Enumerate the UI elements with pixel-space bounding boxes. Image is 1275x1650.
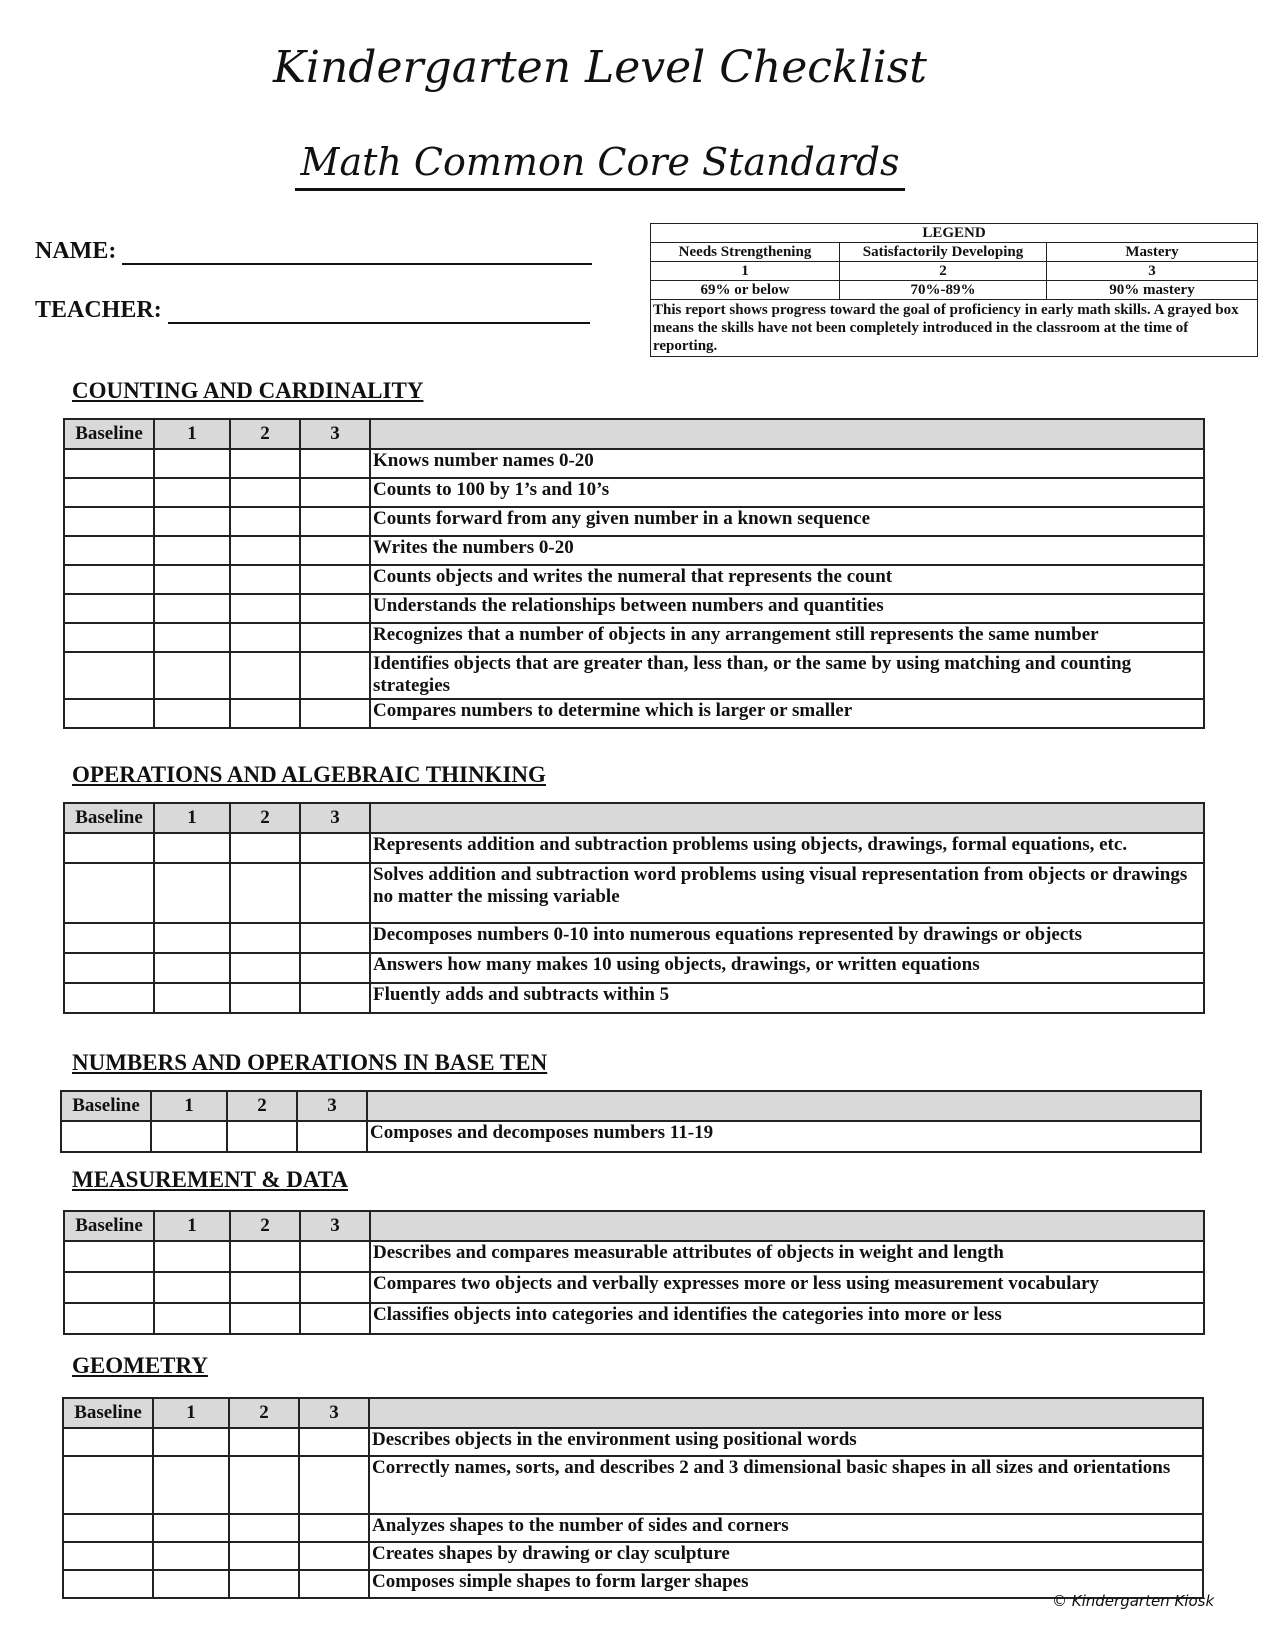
legend-level-range: 69% or below (651, 281, 840, 300)
skill-description: Correctly names, sorts, and describes 2 and 3 dimensional basic shapes in all sizes and orientations (369, 1456, 1203, 1514)
score-cell[interactable] (154, 1272, 230, 1303)
score-cell[interactable] (299, 1456, 369, 1514)
score-cell[interactable] (151, 1121, 227, 1152)
table-row (64, 478, 1204, 507)
checklist-table (63, 802, 1205, 1014)
column-header: 2 (227, 1091, 297, 1121)
score-cell[interactable] (154, 1303, 230, 1334)
skill-description: Fluently adds and subtracts within 5 (370, 983, 1204, 1013)
skill-description: Counts objects and writes the numeral that represents the count (370, 565, 1204, 594)
score-cell[interactable] (230, 1303, 300, 1334)
legend-level-score: 3 (1047, 262, 1258, 281)
score-cell[interactable] (154, 536, 230, 565)
column-header-skill (370, 419, 1204, 449)
score-cell[interactable] (154, 953, 230, 983)
score-cell[interactable] (300, 478, 370, 507)
score-cell[interactable] (64, 652, 154, 699)
score-cell[interactable] (227, 1121, 297, 1152)
score-cell[interactable] (64, 623, 154, 652)
column-header: Baseline (64, 803, 154, 833)
score-cell[interactable] (64, 507, 154, 536)
table-row (64, 449, 1204, 478)
table-header-row (64, 1211, 1204, 1241)
score-cell[interactable] (153, 1542, 229, 1570)
checklist-table (62, 1397, 1204, 1599)
column-header: 2 (230, 1211, 300, 1241)
skill-description: Represents addition and subtraction problems using objects, drawings, formal equations, etc. (370, 833, 1204, 863)
score-cell[interactable] (154, 594, 230, 623)
legend-level-range: 90% mastery (1047, 281, 1258, 300)
score-cell[interactable] (230, 536, 300, 565)
table-row (64, 953, 1204, 983)
table-row (64, 536, 1204, 565)
score-cell[interactable] (154, 507, 230, 536)
score-cell[interactable] (300, 652, 370, 699)
table-row (64, 863, 1204, 923)
score-cell[interactable] (64, 923, 154, 953)
score-cell[interactable] (230, 652, 300, 699)
skill-description: Analyzes shapes to the number of sides and corners (369, 1514, 1203, 1542)
table-header-row (61, 1091, 1201, 1121)
name-field[interactable] (35, 238, 592, 265)
score-cell[interactable] (64, 449, 154, 478)
subtitle-text: Math Common Core Standards (295, 140, 906, 191)
table-row (64, 652, 1204, 699)
legend-level-label: Mastery (1047, 243, 1258, 262)
score-cell[interactable] (230, 1241, 300, 1272)
skill-description: Compares two objects and verbally expresses more or less using measurement vocabulary (370, 1272, 1204, 1303)
legend-level-range: 70%-89% (840, 281, 1047, 300)
score-cell[interactable] (230, 699, 300, 728)
legend-note: This report shows progress toward the goal of proficiency in early math skills. A grayed box means the skills have not been completely introduced in the classroom at the time of reporting. (651, 300, 1258, 357)
score-cell[interactable] (300, 923, 370, 953)
score-cell[interactable] (63, 1428, 153, 1456)
skill-description: Solves addition and subtraction word problems using visual representation from objects or drawings no matter the missing variable (370, 863, 1204, 923)
score-cell[interactable] (230, 449, 300, 478)
skill-description: Creates shapes by drawing or clay sculpture (369, 1542, 1203, 1570)
score-cell[interactable] (61, 1121, 151, 1152)
score-cell[interactable] (153, 1428, 229, 1456)
skill-description: Understands the relationships between numbers and quantities (370, 594, 1204, 623)
column-header: 3 (299, 1398, 369, 1428)
table-row (64, 1241, 1204, 1272)
legend-level-label: Needs Strengthening (651, 243, 840, 262)
table-row (63, 1514, 1203, 1542)
skill-description: Identifies objects that are greater than, less than, or the same by using matching and counting strategies (370, 652, 1204, 699)
score-cell[interactable] (230, 953, 300, 983)
section-title: NUMBERS AND OPERATIONS IN BASE TEN (72, 1050, 548, 1075)
table-header-row (64, 419, 1204, 449)
score-cell[interactable] (64, 833, 154, 863)
score-cell[interactable] (230, 863, 300, 923)
skill-description: Composes and decomposes numbers 11-19 (367, 1121, 1201, 1152)
score-cell[interactable] (230, 623, 300, 652)
score-cell[interactable] (154, 652, 230, 699)
column-header: Baseline (64, 419, 154, 449)
score-cell[interactable] (64, 536, 154, 565)
score-cell[interactable] (300, 623, 370, 652)
name-label: NAME: (35, 238, 117, 264)
skill-description: Describes and compares measurable attributes of objects in weight and length (370, 1241, 1204, 1272)
page-title: Kindergarten Level Checklist (273, 42, 927, 93)
teacher-label: TEACHER: (35, 297, 162, 323)
table-row (64, 565, 1204, 594)
table-row (64, 623, 1204, 652)
score-cell[interactable] (300, 449, 370, 478)
table-row (64, 594, 1204, 623)
score-cell[interactable] (230, 833, 300, 863)
checklist-table (60, 1090, 1202, 1153)
skill-description: Recognizes that a number of objects in any arrangement still represents the same number (370, 623, 1204, 652)
skill-description: Counts to 100 by 1’s and 10’s (370, 478, 1204, 507)
table-row (64, 1272, 1204, 1303)
table-header-row (64, 803, 1204, 833)
score-cell[interactable] (300, 863, 370, 923)
score-cell[interactable] (230, 983, 300, 1013)
score-cell[interactable] (154, 923, 230, 953)
column-header: 3 (297, 1091, 367, 1121)
checklist-table (63, 418, 1205, 729)
checklist-table (63, 1210, 1205, 1335)
column-header: 1 (154, 803, 230, 833)
column-header: 2 (230, 803, 300, 833)
score-cell[interactable] (64, 1303, 154, 1334)
score-cell[interactable] (300, 507, 370, 536)
column-header: 3 (300, 1211, 370, 1241)
table-row (63, 1570, 1203, 1598)
score-cell[interactable] (229, 1456, 299, 1514)
score-cell[interactable] (300, 953, 370, 983)
score-cell[interactable] (64, 983, 154, 1013)
table-row (64, 507, 1204, 536)
column-header-skill (370, 1211, 1204, 1241)
table-row (63, 1456, 1203, 1514)
score-cell[interactable] (300, 1303, 370, 1334)
column-header: 1 (154, 1211, 230, 1241)
score-cell[interactable] (64, 1241, 154, 1272)
score-cell[interactable] (299, 1570, 369, 1598)
score-cell[interactable] (154, 833, 230, 863)
skill-description: Counts forward from any given number in a known sequence (370, 507, 1204, 536)
score-cell[interactable] (153, 1456, 229, 1514)
skill-description: Compares numbers to determine which is larger or smaller (370, 699, 1204, 728)
skill-description: Composes simple shapes to form larger shapes (369, 1570, 1203, 1598)
score-cell[interactable] (300, 983, 370, 1013)
section-title: MEASUREMENT & DATA (72, 1167, 349, 1192)
score-cell[interactable] (297, 1121, 367, 1152)
table-header-row (63, 1398, 1203, 1428)
score-cell[interactable] (154, 699, 230, 728)
column-header: 2 (229, 1398, 299, 1428)
score-cell[interactable] (230, 594, 300, 623)
skill-description: Writes the numbers 0-20 (370, 536, 1204, 565)
score-cell[interactable] (154, 449, 230, 478)
teacher-field[interactable] (35, 297, 590, 324)
score-cell[interactable] (154, 623, 230, 652)
section-title: GEOMETRY (72, 1353, 208, 1378)
score-cell[interactable] (230, 478, 300, 507)
score-cell[interactable] (64, 699, 154, 728)
score-cell[interactable] (63, 1514, 153, 1542)
score-cell[interactable] (230, 923, 300, 953)
column-header: Baseline (61, 1091, 151, 1121)
score-cell[interactable] (64, 565, 154, 594)
skill-description: Decomposes numbers 0-10 into numerous equations represented by drawings or objects (370, 923, 1204, 953)
score-cell[interactable] (64, 1272, 154, 1303)
score-cell[interactable] (63, 1456, 153, 1514)
score-cell[interactable] (154, 1241, 230, 1272)
score-cell[interactable] (64, 863, 154, 923)
column-header: 2 (230, 419, 300, 449)
score-cell[interactable] (229, 1428, 299, 1456)
score-cell[interactable] (229, 1542, 299, 1570)
skill-description: Answers how many makes 10 using objects, drawings, or written equations (370, 953, 1204, 983)
name-line[interactable] (122, 243, 592, 265)
legend-level-score: 2 (840, 262, 1047, 281)
skill-description: Describes objects in the environment using positional words (369, 1428, 1203, 1456)
score-cell[interactable] (299, 1428, 369, 1456)
score-cell[interactable] (63, 1570, 153, 1598)
column-header: 1 (151, 1091, 227, 1121)
copyright-text: © Kindergarten Kiosk (1052, 1592, 1215, 1610)
score-cell[interactable] (300, 536, 370, 565)
score-cell[interactable] (154, 565, 230, 594)
table-row (64, 923, 1204, 953)
table-row (63, 1542, 1203, 1570)
column-header: 3 (300, 419, 370, 449)
section-title: COUNTING AND CARDINALITY (72, 378, 424, 403)
score-cell[interactable] (154, 863, 230, 923)
column-header: Baseline (64, 1211, 154, 1241)
legend-table (650, 223, 1258, 357)
score-cell[interactable] (153, 1514, 229, 1542)
table-row (63, 1428, 1203, 1456)
teacher-line[interactable] (168, 302, 590, 324)
score-cell[interactable] (299, 1514, 369, 1542)
score-cell[interactable] (229, 1570, 299, 1598)
column-header: 1 (153, 1398, 229, 1428)
score-cell[interactable] (230, 507, 300, 536)
skill-description: Knows number names 0-20 (370, 449, 1204, 478)
skill-description: Classifies objects into categories and identifies the categories into more or less (370, 1303, 1204, 1334)
score-cell[interactable] (153, 1570, 229, 1598)
score-cell[interactable] (230, 1272, 300, 1303)
table-row (64, 699, 1204, 728)
table-row (61, 1121, 1201, 1152)
table-row (64, 983, 1204, 1013)
score-cell[interactable] (300, 699, 370, 728)
section-title: OPERATIONS AND ALGEBRAIC THINKING (72, 762, 546, 787)
score-cell[interactable] (63, 1542, 153, 1570)
legend-level-score: 1 (651, 262, 840, 281)
column-header-skill (367, 1091, 1201, 1121)
legend-heading: LEGEND (651, 224, 1258, 243)
column-header: 3 (300, 803, 370, 833)
legend-level-label: Satisfactorily Developing (840, 243, 1047, 262)
score-cell[interactable] (154, 983, 230, 1013)
score-cell[interactable] (229, 1514, 299, 1542)
score-cell[interactable] (230, 565, 300, 594)
score-cell[interactable] (64, 594, 154, 623)
score-cell[interactable] (64, 953, 154, 983)
column-header-skill (370, 803, 1204, 833)
score-cell[interactable] (300, 1241, 370, 1272)
column-header: Baseline (63, 1398, 153, 1428)
score-cell[interactable] (300, 565, 370, 594)
page-subtitle (0, 140, 1200, 191)
score-cell[interactable] (300, 833, 370, 863)
score-cell[interactable] (154, 478, 230, 507)
table-row (64, 833, 1204, 863)
table-row (64, 1303, 1204, 1334)
column-header-skill (369, 1398, 1203, 1428)
score-cell[interactable] (64, 478, 154, 507)
score-cell[interactable] (300, 594, 370, 623)
score-cell[interactable] (300, 1272, 370, 1303)
column-header: 1 (154, 419, 230, 449)
score-cell[interactable] (299, 1542, 369, 1570)
